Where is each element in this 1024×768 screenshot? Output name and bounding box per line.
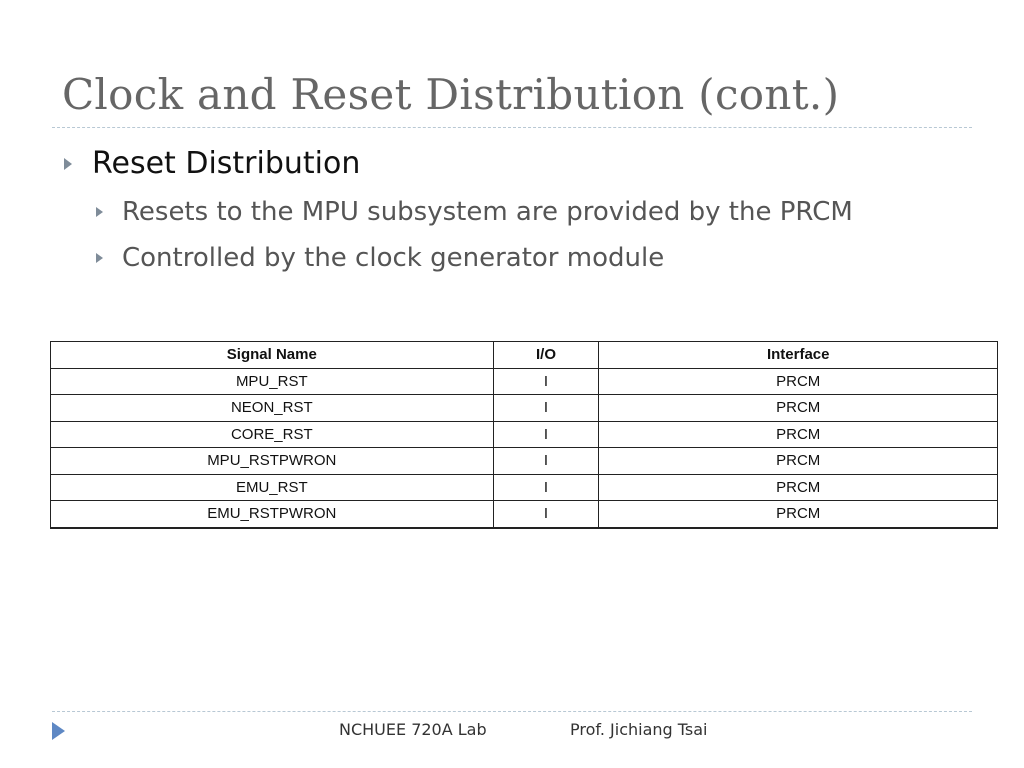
table-row [51, 474, 998, 501]
header-signal-name: Signal Name [51, 342, 494, 369]
table-row [51, 368, 998, 395]
bullet-reset-distribution [64, 146, 360, 181]
table-row [51, 421, 998, 448]
reset-signal-table [50, 341, 998, 529]
cell-signal-name: NEON_RST [51, 395, 494, 422]
cell-interface: PRCM [599, 501, 998, 528]
cell-interface: PRCM [599, 421, 998, 448]
footer-lab-name: NCHUEE 720A Lab [339, 720, 487, 739]
cell-signal-name: MPU_RST [51, 368, 494, 395]
sub-bullet-controlled [96, 243, 664, 273]
title-divider [52, 127, 972, 128]
table-row [51, 448, 998, 475]
cell-signal-name: EMU_RSTPWRON [51, 501, 494, 528]
footer-author: Prof. Jichiang Tsai [570, 720, 708, 739]
slide-title: Clock and Reset Distribution (cont.) [62, 70, 840, 119]
cell-io: I [493, 474, 599, 501]
sub-bullet-text: Resets to the MPU subsystem are provided by the PRCM [122, 197, 853, 227]
cell-signal-name: CORE_RST [51, 421, 494, 448]
header-io: I/O [493, 342, 599, 369]
next-slide-arrow-icon[interactable] [52, 722, 65, 740]
sub-bullet-resets [96, 197, 853, 227]
cell-interface: PRCM [599, 448, 998, 475]
cell-signal-name: EMU_RST [51, 474, 494, 501]
cell-signal-name: MPU_RSTPWRON [51, 448, 494, 475]
cell-interface: PRCM [599, 368, 998, 395]
table-header-row [51, 342, 998, 369]
header-interface: Interface [599, 342, 998, 369]
cell-io: I [493, 368, 599, 395]
cell-io: I [493, 421, 599, 448]
sub-bullet-text: Controlled by the clock generator module [122, 243, 665, 273]
bullet-text: Reset Distribution [92, 146, 361, 181]
table-row [51, 395, 998, 422]
footer-divider [52, 711, 972, 712]
cell-interface: PRCM [599, 395, 998, 422]
cell-interface: PRCM [599, 474, 998, 501]
triangle-bullet-icon [96, 207, 103, 217]
cell-io: I [493, 501, 599, 528]
triangle-bullet-icon [64, 158, 72, 170]
cell-io: I [493, 448, 599, 475]
table-row [51, 501, 998, 528]
triangle-bullet-icon [96, 253, 103, 263]
cell-io: I [493, 395, 599, 422]
